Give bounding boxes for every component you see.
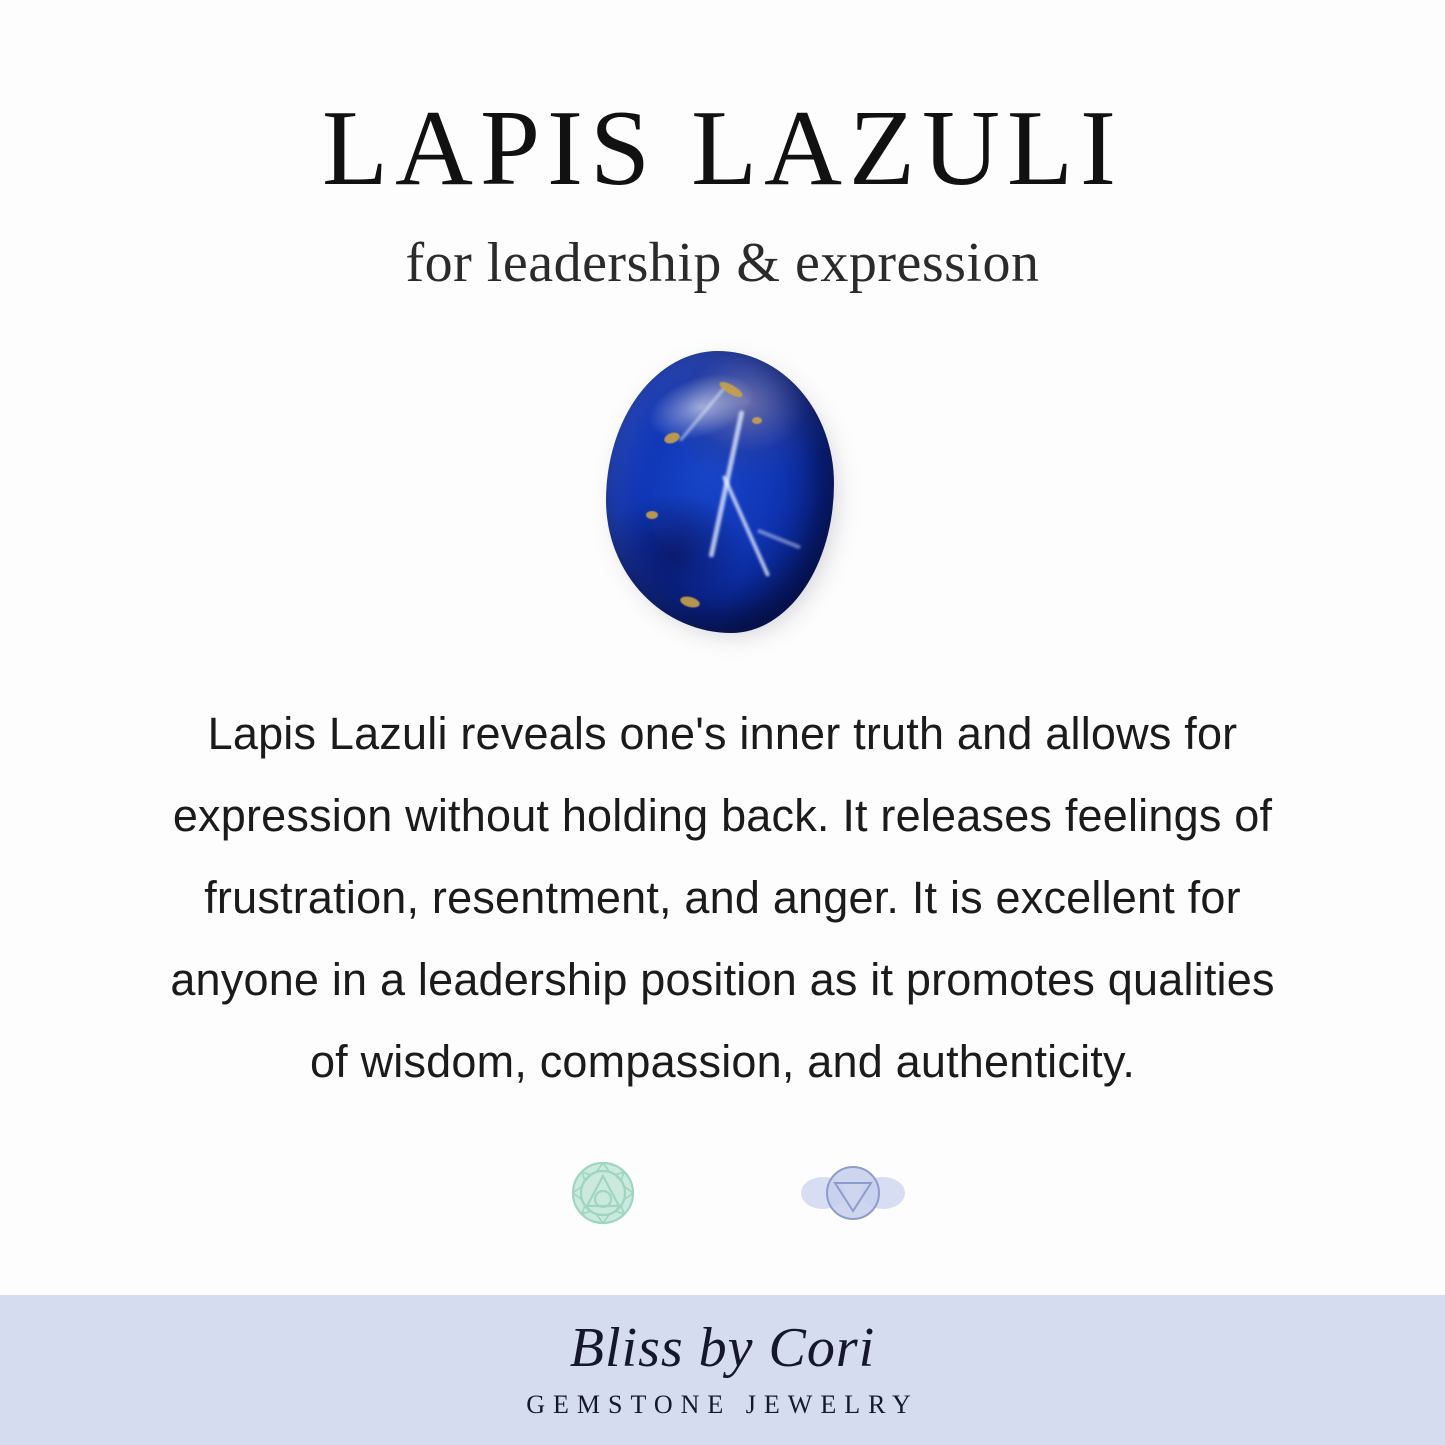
page-subtitle: for leadership & expression: [405, 232, 1040, 295]
lapis-lazuli-stone-image: [598, 341, 848, 641]
brand-name: Bliss by Cori: [569, 1317, 876, 1379]
stone-vein: [721, 475, 769, 577]
brand-footer: [0, 1295, 1445, 1445]
chakra-icon-row: [543, 1143, 903, 1243]
throat-chakra-icon: [543, 1143, 663, 1243]
brand-tagline: GEMSTONE JEWELRY: [526, 1390, 919, 1419]
pyrite-fleck: [752, 417, 762, 424]
page-title: LAPIS LAZULI: [322, 89, 1123, 208]
stone-body: [606, 351, 834, 633]
pyrite-fleck: [679, 595, 701, 610]
pyrite-fleck: [646, 511, 658, 519]
description-text: Lapis Lazuli reveals one's inner truth and allows for expression without holding back. It releases feelings of frustration, resentment, and anger. It is excellent for anyone in a leadership position as it promotes qualities of wisdom, compassion, and authenticity.: [170, 708, 1275, 1087]
stone-vein: [756, 529, 800, 550]
stone-highlight: [639, 362, 762, 453]
third-eye-chakra-icon: [783, 1143, 903, 1243]
